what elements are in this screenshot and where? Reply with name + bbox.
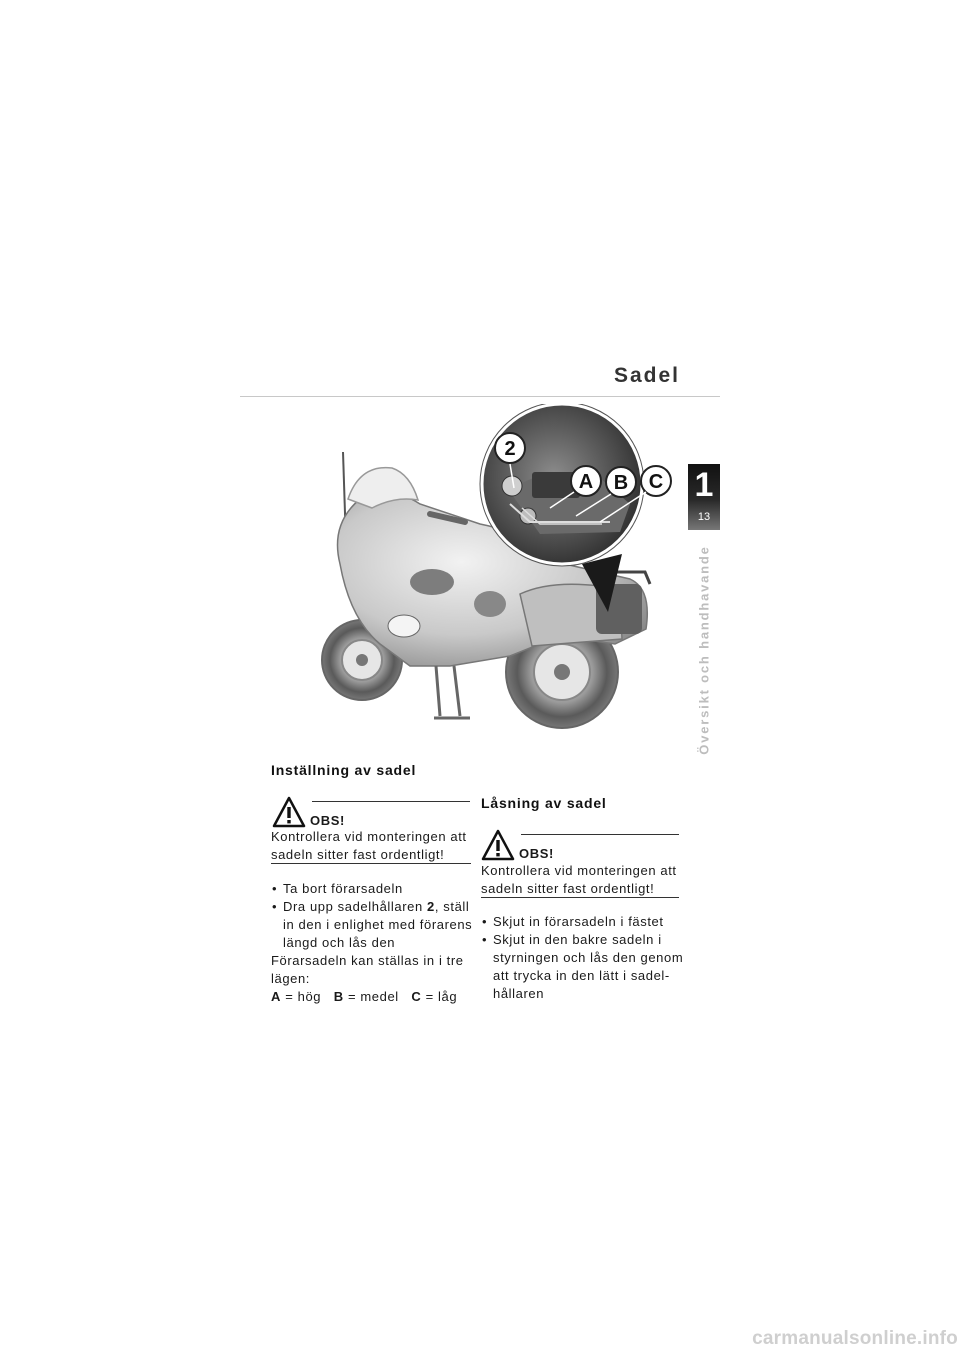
motorcycle-seat-illustration [300, 404, 690, 740]
warning-top-rule [312, 801, 470, 802]
warning-icon [272, 796, 306, 828]
chapter-number: 1 [694, 466, 714, 504]
callout-2-label: 2 [504, 438, 516, 460]
page-number: 13 [697, 511, 711, 523]
warning-text: Kontrollera vid monteringen att sadeln sitter fast ordentligt! [271, 829, 467, 862]
callout-a [571, 466, 601, 496]
footer-watermark[interactable]: carmanualsonline.info [752, 1328, 958, 1349]
warning-label: OBS! [310, 813, 345, 828]
center-stand [434, 666, 470, 718]
warning-label: OBS! [519, 846, 554, 861]
warning-icon [481, 829, 515, 861]
section-heading-seat-adjustment: Inställning av sadel [271, 762, 417, 778]
seat-positions: A = hög B = medel C = låg [271, 989, 458, 1004]
callout-c-label: C [648, 471, 664, 493]
callout-a-label: A [578, 471, 594, 493]
warning-text: Kontrollera vid monteringen att sadeln sitter fast ordentligt! [481, 863, 677, 896]
list-item: • Ta bort förarsadeln [271, 880, 476, 898]
list-item: • Skjut in den bakre sadeln i styrningen och lås den genom att trycka in den lätt i sadel- hållaren [481, 931, 686, 1003]
list-item: • Dra upp sadelhållaren 2, ställ in den i enlighet med förarens längd och lås den [271, 898, 476, 952]
page-title: Sadel [613, 364, 680, 387]
title-divider [240, 396, 720, 397]
warning-bottom-rule [271, 863, 471, 864]
warning-top-rule [521, 834, 679, 835]
callout-b-label: B [613, 472, 629, 494]
instruction-block-lock [481, 913, 686, 1003]
instruction-block-adjust: • Ta bort förarsadeln • Dra upp sadelhållaren 2, ställ in den i enlighet med förarens längd och lås den Förarsadeln kan ställas in i tre lägen: A = hög B = medel C = låg [271, 880, 476, 1006]
callout-2 [495, 433, 525, 463]
warning-bottom-rule [481, 897, 679, 898]
callout-b [606, 467, 636, 497]
chapter-side-label: Översikt och handhavande [696, 545, 712, 755]
list-item: • Skjut in förarsadeln i fästet [481, 913, 686, 931]
section-heading-seat-locking: Låsning av sadel [481, 795, 607, 811]
